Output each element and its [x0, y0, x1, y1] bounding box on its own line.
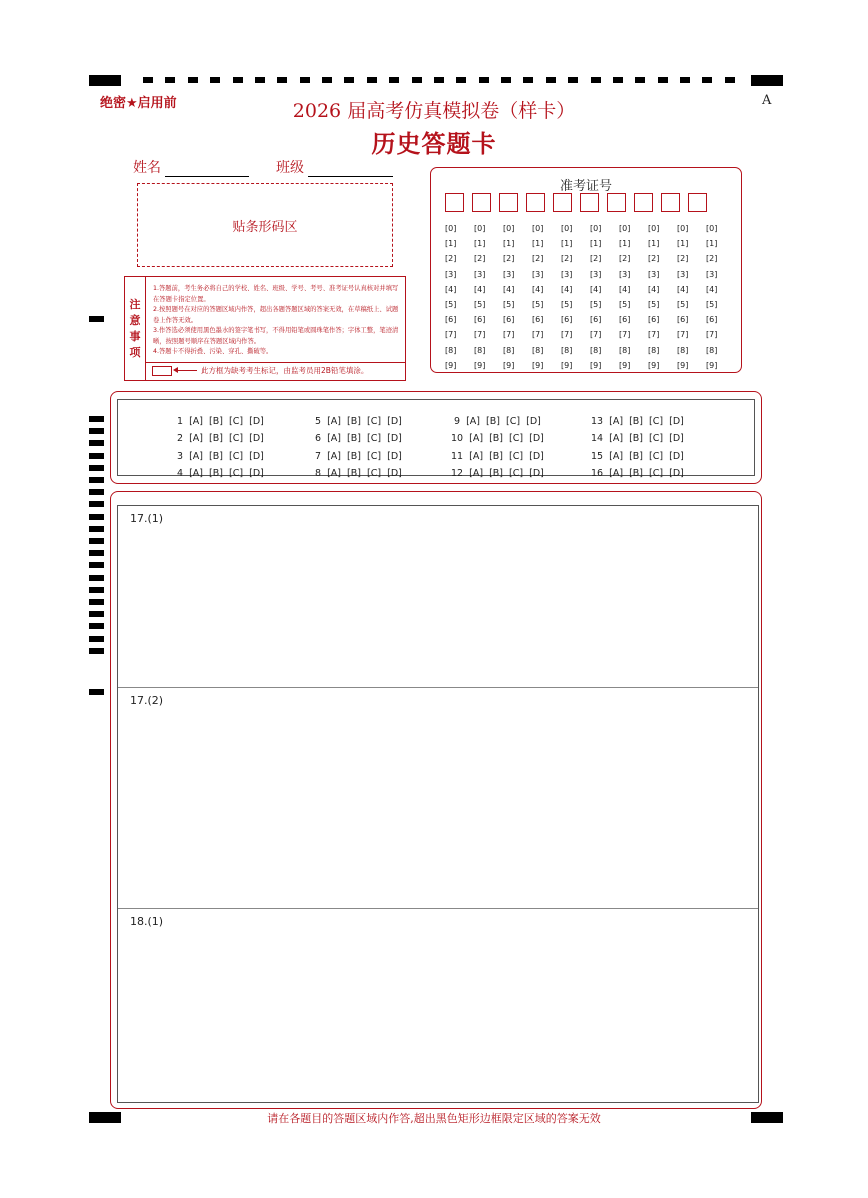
mcq-row[interactable]: 15 [A] [B] [C] [D]	[591, 450, 684, 462]
digit-bubble[interactable]: [8]	[590, 345, 602, 355]
digit-bubble[interactable]: [7]	[706, 330, 718, 340]
mcq-row[interactable]: 14 [A] [B] [C] [D]	[591, 433, 684, 445]
timing-mark	[479, 77, 489, 83]
timing-mark	[89, 587, 104, 593]
timing-mark	[89, 562, 104, 568]
digit-bubble[interactable]: [3]	[706, 269, 718, 279]
digit-bubble[interactable]: [3]	[474, 269, 486, 279]
digit-bubble[interactable]: [5]	[590, 300, 602, 310]
timing-mark	[434, 77, 444, 83]
mcq-row[interactable]: 10 [A] [B] [C] [D]	[451, 433, 544, 445]
digit-bubble[interactable]: [7]	[561, 330, 573, 340]
timing-mark	[389, 77, 399, 83]
digit-bubble[interactable]: [6]	[590, 315, 602, 325]
digit-column	[474, 221, 503, 373]
exam-number-boxes	[445, 193, 715, 212]
timing-mark	[613, 77, 623, 83]
digit-bubble[interactable]: [5]	[619, 300, 631, 310]
exam-number-box[interactable]	[499, 193, 518, 212]
exam-number-label: 准考证号	[559, 179, 612, 194]
timing-mark	[89, 538, 104, 544]
mcq-row[interactable]: 9 [A] [B] [C] [D]	[451, 416, 541, 427]
timing-mark	[89, 550, 104, 556]
timing-mark	[89, 416, 104, 422]
timing-mark	[702, 77, 712, 83]
digit-bubble[interactable]: [9]	[619, 360, 631, 370]
digit-bubble[interactable]: [0]	[445, 224, 457, 233]
digit-bubble[interactable]: [6]	[532, 315, 544, 325]
digit-bubble[interactable]: [5]	[706, 300, 718, 310]
timing-mark	[89, 440, 104, 446]
timing-mark	[89, 489, 104, 495]
timing-mark	[89, 526, 104, 532]
timing-mark	[89, 575, 104, 581]
timing-mark	[89, 465, 104, 471]
digit-bubble[interactable]: [4]	[503, 284, 515, 294]
mcq-row[interactable]: 7 [A] [B] [C] [D]	[312, 450, 402, 462]
notice-divider	[145, 362, 405, 363]
timing-mark	[277, 77, 287, 83]
digit-bubble[interactable]: [5]	[474, 300, 486, 310]
digit-bubble[interactable]: [8]	[561, 345, 573, 355]
name-line[interactable]	[165, 162, 249, 177]
side-mark-2	[89, 689, 104, 695]
notice-side-label: 注 意 事 项	[125, 277, 146, 380]
digit-column	[561, 221, 590, 373]
digit-bubble[interactable]: [7]	[590, 330, 602, 340]
mcq-column	[591, 413, 684, 482]
timing-mark	[255, 77, 265, 83]
digit-bubble[interactable]: [6]	[619, 315, 631, 325]
mcq-row[interactable]: 5 [A] [B] [C] [D]	[312, 416, 402, 427]
timing-mark	[143, 77, 153, 83]
digit-bubble[interactable]: [7]	[619, 330, 631, 340]
mcq-column	[451, 413, 544, 482]
question-label-18-1: 18.(1)	[130, 915, 164, 928]
digit-bubble[interactable]: [6]	[648, 315, 660, 325]
digit-bubble[interactable]: [7]	[648, 330, 660, 340]
digit-bubble[interactable]: [0]	[561, 224, 573, 233]
timing-mark	[89, 611, 104, 617]
digit-bubble[interactable]: [9]	[445, 360, 457, 370]
digit-bubble[interactable]: [3]	[677, 269, 689, 279]
digit-bubble[interactable]: [4]	[706, 284, 718, 294]
timing-mark	[546, 77, 556, 83]
timing-mark	[658, 77, 668, 83]
timing-mark	[89, 501, 104, 507]
notice-item: 1.答题前，考生务必将自己的学校、姓名、班级、学号、考号、准考证号认真核对并填写在答题卡指定位置。	[153, 285, 399, 303]
digit-bubble[interactable]: [8]	[619, 345, 631, 355]
exam-number-box[interactable]	[688, 193, 707, 212]
digit-column	[619, 221, 648, 373]
digit-bubble[interactable]: [1]	[503, 239, 515, 249]
exam-title: 2026 届高考仿真模拟卷（样卡）	[292, 100, 576, 122]
side-mark-1	[89, 316, 104, 322]
mcq-section	[110, 391, 762, 484]
timing-mark	[367, 77, 377, 83]
digit-bubble[interactable]: [5]	[445, 300, 457, 310]
notice-item: 4.答题卡不得折叠、污染、穿孔、撕破等。	[153, 348, 273, 355]
arrow-line	[175, 370, 197, 371]
notice-box	[124, 276, 406, 381]
class-label: 班级	[276, 160, 304, 176]
exam-number-box[interactable]	[580, 193, 599, 212]
digit-column	[590, 221, 619, 373]
digit-bubble[interactable]: [0]	[503, 224, 515, 233]
timing-mark	[89, 623, 104, 629]
digit-bubble[interactable]: [8]	[532, 345, 544, 355]
digit-bubble[interactable]: [4]	[561, 284, 573, 294]
confidential-label: 绝密★启用前	[100, 96, 177, 111]
digit-bubble[interactable]: [0]	[532, 224, 544, 233]
digit-bubble[interactable]: [9]	[561, 360, 573, 370]
corner-mark-top-right	[751, 75, 783, 86]
timing-mark	[680, 77, 690, 83]
digit-bubble[interactable]: [6]	[561, 315, 573, 325]
mcq-row[interactable]: 12 [A] [B] [C] [D]	[451, 467, 544, 479]
digit-bubble[interactable]: [3]	[445, 269, 457, 279]
mcq-frame	[117, 399, 755, 479]
left-timing-marks	[89, 416, 104, 654]
digit-bubble[interactable]: [8]	[706, 345, 718, 355]
barcode-label: 贴条形码区	[232, 219, 298, 235]
timing-mark	[568, 77, 578, 83]
timing-mark	[233, 77, 243, 83]
digit-bubble[interactable]: [0]	[590, 224, 602, 233]
digit-bubble[interactable]: [4]	[677, 284, 689, 294]
digit-bubble[interactable]: [1]	[445, 239, 457, 249]
digit-bubble[interactable]: [4]	[474, 284, 486, 294]
name-label: 姓名	[133, 160, 161, 176]
digit-bubble[interactable]: [7]	[474, 330, 486, 340]
exam-number-box[interactable]	[472, 193, 491, 212]
mcq-column	[312, 413, 402, 482]
absent-mark-text: 此方框为缺考考生标记，由监考员用2B铅笔填涂。	[201, 366, 369, 375]
digit-bubble[interactable]: [6]	[677, 315, 689, 325]
digit-bubble[interactable]: [0]	[619, 224, 631, 233]
digit-bubble[interactable]: [3]	[561, 269, 573, 279]
mcq-row[interactable]: 3 [A] [B] [C] [D]	[174, 450, 264, 462]
digit-bubble[interactable]: [2]	[532, 254, 544, 264]
digit-bubble[interactable]: [7]	[445, 330, 457, 340]
class-line[interactable]	[308, 162, 393, 177]
absent-mark-box[interactable]	[152, 366, 172, 376]
answer-divider	[118, 687, 758, 688]
digit-bubble[interactable]: [8]	[677, 345, 689, 355]
digit-bubble[interactable]: [3]	[503, 269, 515, 279]
digit-bubble[interactable]: [4]	[648, 284, 660, 294]
digit-bubble[interactable]: [1]	[619, 239, 631, 249]
timing-mark	[89, 648, 104, 654]
digit-bubble[interactable]: [5]	[532, 300, 544, 310]
digit-bubble[interactable]: [1]	[561, 239, 573, 249]
mcq-row[interactable]: 2 [A] [B] [C] [D]	[174, 433, 264, 445]
mcq-column	[174, 413, 264, 482]
digit-bubble[interactable]: [9]	[590, 360, 602, 370]
card-title: 历史答题卡	[371, 130, 497, 158]
question-label-17-2: 17.(2)	[130, 694, 164, 707]
digit-bubble[interactable]: [0]	[706, 224, 718, 233]
digit-bubble[interactable]: [6]	[503, 315, 515, 325]
digit-bubble[interactable]: [8]	[445, 345, 457, 355]
timing-mark	[89, 636, 104, 642]
timing-mark	[89, 428, 104, 434]
essay-section	[110, 491, 762, 1109]
digit-bubble[interactable]: [3]	[619, 269, 631, 279]
digit-bubble[interactable]: [2]	[561, 254, 573, 264]
digit-bubble[interactable]: [2]	[590, 254, 602, 264]
digit-bubble[interactable]: [4]	[590, 284, 602, 294]
digit-bubble[interactable]: [0]	[677, 224, 689, 233]
digit-bubble[interactable]: [8]	[474, 345, 486, 355]
timing-mark	[501, 77, 511, 83]
mcq-row[interactable]: 4 [A] [B] [C] [D]	[174, 467, 264, 479]
exam-number-panel	[430, 167, 742, 373]
notice-items	[153, 284, 401, 358]
exam-number-box[interactable]	[526, 193, 545, 212]
footer-note: 请在各题目的答题区域内作答,超出黑色矩形边框限定区域的答案无效	[267, 1112, 601, 1125]
top-timing-marks	[143, 77, 735, 83]
digit-bubble[interactable]: [1]	[706, 239, 718, 249]
digit-bubble[interactable]: [2]	[706, 254, 718, 264]
digit-bubble[interactable]: [2]	[474, 254, 486, 264]
digit-bubble[interactable]: [5]	[561, 300, 573, 310]
class-field[interactable]	[276, 157, 393, 177]
mcq-row[interactable]: 8 [A] [B] [C] [D]	[312, 467, 402, 479]
timing-mark	[344, 77, 354, 83]
digit-column	[503, 221, 532, 373]
digit-bubble[interactable]: [3]	[590, 269, 602, 279]
timing-mark	[89, 477, 104, 483]
timing-mark	[412, 77, 422, 83]
digit-column	[445, 221, 474, 373]
digit-bubble[interactable]: [9]	[677, 360, 689, 370]
exam-number-box[interactable]	[607, 193, 626, 212]
answer-divider	[118, 908, 758, 909]
digit-bubble[interactable]: [8]	[648, 345, 660, 355]
digit-bubble[interactable]: [8]	[503, 345, 515, 355]
exam-number-box[interactable]	[661, 193, 680, 212]
digit-bubble[interactable]: [2]	[503, 254, 515, 264]
timing-mark	[89, 453, 104, 459]
question-label-17-1: 17.(1)	[130, 512, 164, 525]
digit-bubble[interactable]: [6]	[445, 315, 457, 325]
digit-bubble[interactable]: [1]	[474, 239, 486, 249]
mcq-row[interactable]: 13 [A] [B] [C] [D]	[591, 416, 684, 427]
digit-bubble[interactable]: [0]	[648, 224, 660, 233]
exam-number-bubbles	[445, 221, 735, 373]
timing-mark	[188, 77, 198, 83]
mcq-row[interactable]: 11 [A] [B] [C] [D]	[451, 450, 544, 462]
digit-bubble[interactable]: [7]	[503, 330, 515, 340]
timing-mark	[635, 77, 645, 83]
digit-bubble[interactable]: [9]	[474, 360, 486, 370]
digit-bubble[interactable]: [5]	[677, 300, 689, 310]
digit-bubble[interactable]: [6]	[706, 315, 718, 325]
exam-number-box[interactable]	[445, 193, 464, 212]
digit-bubble[interactable]: [1]	[532, 239, 544, 249]
digit-bubble[interactable]: [6]	[474, 315, 486, 325]
digit-bubble[interactable]: [4]	[532, 284, 544, 294]
paper-variant: A	[762, 93, 772, 108]
exam-number-box[interactable]	[634, 193, 653, 212]
mcq-row[interactable]: 1 [A] [B] [C] [D]	[174, 416, 264, 427]
digit-bubble[interactable]: [1]	[677, 239, 689, 249]
digit-bubble[interactable]: [5]	[503, 300, 515, 310]
digit-bubble[interactable]: [4]	[619, 284, 631, 294]
digit-bubble[interactable]: [1]	[648, 239, 660, 249]
digit-bubble[interactable]: [9]	[503, 360, 515, 370]
essay-frame	[117, 505, 759, 1103]
digit-bubble[interactable]: [9]	[532, 360, 544, 370]
digit-bubble[interactable]: [2]	[619, 254, 631, 264]
timing-mark	[165, 77, 175, 83]
digit-bubble[interactable]: [3]	[532, 269, 544, 279]
timing-mark	[210, 77, 220, 83]
digit-bubble[interactable]: [9]	[706, 360, 718, 370]
name-field[interactable]	[133, 157, 249, 177]
exam-number-box[interactable]	[553, 193, 572, 212]
timing-mark	[456, 77, 466, 83]
digit-bubble[interactable]: [9]	[648, 360, 660, 370]
digit-column	[532, 221, 561, 373]
timing-mark	[725, 77, 735, 83]
digit-column	[706, 221, 735, 373]
digit-bubble[interactable]: [1]	[590, 239, 602, 249]
mcq-row[interactable]: 6 [A] [B] [C] [D]	[312, 433, 402, 445]
digit-bubble[interactable]: [0]	[474, 224, 486, 233]
timing-mark	[523, 77, 533, 83]
digit-bubble[interactable]: [5]	[648, 300, 660, 310]
timing-mark	[300, 77, 310, 83]
timing-mark	[322, 77, 332, 83]
digit-bubble[interactable]: [7]	[677, 330, 689, 340]
barcode-area	[137, 183, 393, 267]
mcq-row[interactable]: 16 [A] [B] [C] [D]	[591, 467, 684, 479]
digit-bubble[interactable]: [7]	[532, 330, 544, 340]
digit-bubble[interactable]: [3]	[648, 269, 660, 279]
digit-column	[648, 221, 677, 373]
notice-item: 2.按照题号在对应的答题区域内作答，超出各题答题区域的答案无效，在草稿纸上、试题卷上作答无效。	[153, 306, 399, 324]
timing-mark	[591, 77, 601, 83]
timing-mark	[89, 599, 104, 605]
digit-bubble[interactable]: [2]	[445, 254, 457, 264]
digit-bubble[interactable]: [2]	[677, 254, 689, 264]
digit-bubble[interactable]: [2]	[648, 254, 660, 264]
notice-item: 3.作答选必须使用黑色墨水的签字笔书写，不得用铅笔或圆珠笔作答；字体工整，笔迹清晰，按照题号顺序在答题区域内作答。	[153, 327, 399, 345]
digit-column	[677, 221, 706, 373]
digit-bubble[interactable]: [4]	[445, 284, 457, 294]
timing-mark	[89, 514, 104, 520]
corner-mark-top-left	[89, 75, 121, 86]
